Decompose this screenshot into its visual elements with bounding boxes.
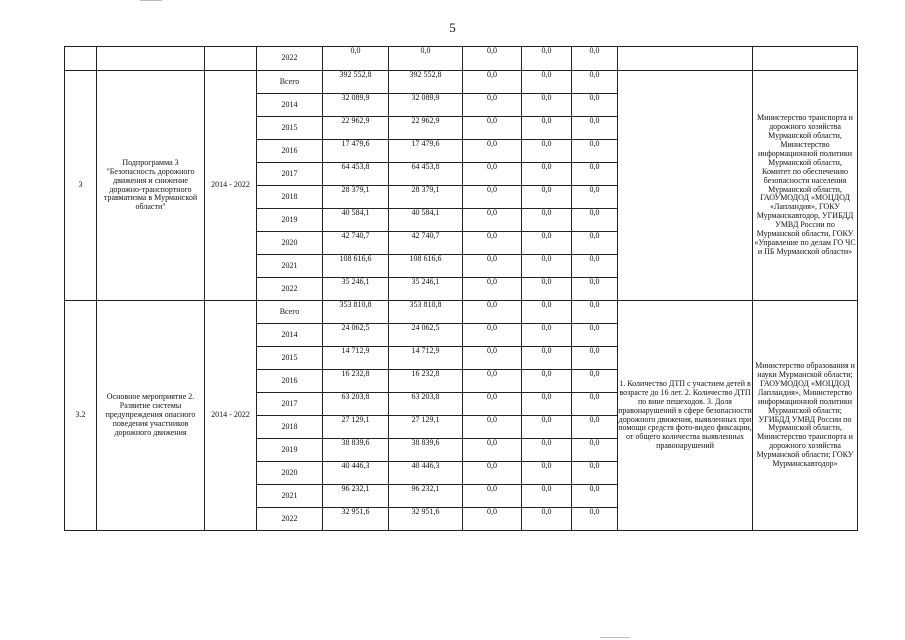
year-cell: 2014 bbox=[257, 94, 323, 117]
value-cell: 0,0 bbox=[572, 117, 618, 140]
value-cell: 392 552,8 bbox=[389, 71, 463, 94]
value-cell: 353 810,8 bbox=[389, 301, 463, 324]
year-cell: 2018 bbox=[257, 416, 323, 439]
value-cell: 0,0 bbox=[463, 94, 522, 117]
year-cell: 2017 bbox=[257, 393, 323, 416]
value-cell: 17 479,6 bbox=[389, 140, 463, 163]
value-cell: 16 232,8 bbox=[389, 370, 463, 393]
budget-table bbox=[64, 46, 858, 531]
value-cell: 40 446,3 bbox=[323, 462, 389, 485]
table-row bbox=[65, 71, 858, 94]
value-cell: 0,0 bbox=[463, 370, 522, 393]
name-cell bbox=[97, 47, 205, 71]
value-cell: 0,0 bbox=[572, 393, 618, 416]
value-cell: 0,0 bbox=[463, 462, 522, 485]
value-cell: 0,0 bbox=[572, 255, 618, 278]
value-cell: 0,0 bbox=[463, 508, 522, 531]
value-cell: 38 839,6 bbox=[323, 439, 389, 462]
value-cell: 0,0 bbox=[522, 508, 572, 531]
scan-mark-bottom bbox=[600, 637, 630, 638]
value-cell: 0,0 bbox=[572, 47, 618, 71]
value-cell: 0,0 bbox=[572, 71, 618, 94]
value-cell: 108 616,6 bbox=[389, 255, 463, 278]
value-cell: 32 951,6 bbox=[389, 508, 463, 531]
value-cell: 40 584,1 bbox=[323, 209, 389, 232]
value-cell: 35 246,1 bbox=[323, 278, 389, 301]
value-cell: 108 616,6 bbox=[323, 255, 389, 278]
value-cell: 0,0 bbox=[463, 347, 522, 370]
value-cell: 0,0 bbox=[463, 163, 522, 186]
year-cell: 2022 bbox=[257, 508, 323, 531]
value-cell: 0,0 bbox=[572, 485, 618, 508]
year-cell: 2017 bbox=[257, 163, 323, 186]
section-number: 3 bbox=[65, 71, 97, 301]
value-cell: 96 232,1 bbox=[323, 485, 389, 508]
year-cell: 2015 bbox=[257, 347, 323, 370]
year-cell: 2016 bbox=[257, 370, 323, 393]
value-cell: 0,0 bbox=[572, 324, 618, 347]
year-cell: Всего bbox=[257, 71, 323, 94]
value-cell: 14 712,9 bbox=[323, 347, 389, 370]
value-cell: 17 479,6 bbox=[323, 140, 389, 163]
value-cell: 0,0 bbox=[522, 439, 572, 462]
value-cell: 22 962,9 bbox=[389, 117, 463, 140]
value-cell: 40 446,3 bbox=[389, 462, 463, 485]
value-cell: 0,0 bbox=[522, 163, 572, 186]
year-cell: 2021 bbox=[257, 485, 323, 508]
value-cell: 27 129,1 bbox=[323, 416, 389, 439]
table-row bbox=[65, 301, 858, 324]
value-cell: 0,0 bbox=[463, 416, 522, 439]
value-cell: 0,0 bbox=[463, 278, 522, 301]
value-cell: 0,0 bbox=[389, 47, 463, 71]
value-cell: 0,0 bbox=[522, 186, 572, 209]
value-cell: 0,0 bbox=[463, 71, 522, 94]
value-cell: 63 203,8 bbox=[389, 393, 463, 416]
value-cell: 0,0 bbox=[522, 347, 572, 370]
section-name: Подпрограмма 3 "Безопасность дорожного движения и снижение дорожно-транспортного травматизма в Мурманской области" bbox=[97, 71, 205, 301]
value-cell: 0,0 bbox=[522, 71, 572, 94]
value-cell: 32 951,6 bbox=[323, 508, 389, 531]
value-cell: 0,0 bbox=[522, 209, 572, 232]
value-cell: 0,0 bbox=[522, 94, 572, 117]
value-cell: 0,0 bbox=[463, 117, 522, 140]
section-period: 2014 - 2022 bbox=[205, 71, 257, 301]
value-cell: 0,0 bbox=[522, 47, 572, 71]
value-cell: 0,0 bbox=[522, 140, 572, 163]
value-cell: 24 062,5 bbox=[389, 324, 463, 347]
value-cell: 0,0 bbox=[572, 94, 618, 117]
value-cell: 0,0 bbox=[463, 47, 522, 71]
value-cell: 0,0 bbox=[463, 232, 522, 255]
value-cell: 0,0 bbox=[572, 347, 618, 370]
value-cell: 0,0 bbox=[463, 324, 522, 347]
value-cell: 42 740,7 bbox=[389, 232, 463, 255]
value-cell: 0,0 bbox=[463, 439, 522, 462]
value-cell: 0,0 bbox=[522, 416, 572, 439]
value-cell: 0,0 bbox=[572, 163, 618, 186]
period-cell bbox=[205, 47, 257, 71]
value-cell: 0,0 bbox=[572, 140, 618, 163]
value-cell: 0,0 bbox=[522, 485, 572, 508]
value-cell: 38 839,6 bbox=[389, 439, 463, 462]
value-cell: 0,0 bbox=[463, 301, 522, 324]
executors-cell bbox=[753, 47, 858, 71]
indicators-cell bbox=[618, 47, 753, 71]
value-cell: 392 552,8 bbox=[323, 71, 389, 94]
value-cell: 0,0 bbox=[463, 393, 522, 416]
value-cell: 0,0 bbox=[572, 508, 618, 531]
value-cell: 0,0 bbox=[572, 416, 618, 439]
section-indicators: 1. Количество ДТП с участием детей в возрасте до 16 лет. 2. Количество ДТП по вине пешеходов. 3. Доля правонарушений в сфере безопасности дорожного движения, выявленных при помощи средств фото-видео фиксации, от общего количества выявленных правонарушений bbox=[618, 301, 753, 531]
year-cell: 2020 bbox=[257, 462, 323, 485]
value-cell: 96 232,1 bbox=[389, 485, 463, 508]
value-cell: 28 379,1 bbox=[389, 186, 463, 209]
year-cell: 2020 bbox=[257, 232, 323, 255]
year-cell: 2019 bbox=[257, 209, 323, 232]
year-cell: 2019 bbox=[257, 439, 323, 462]
value-cell: 0,0 bbox=[463, 209, 522, 232]
value-cell: 0,0 bbox=[323, 47, 389, 71]
section-number: 3.2 bbox=[65, 301, 97, 531]
table-row bbox=[65, 47, 858, 71]
value-cell: 32 089,9 bbox=[389, 94, 463, 117]
year-cell: 2022 bbox=[257, 278, 323, 301]
value-cell: 0,0 bbox=[522, 393, 572, 416]
value-cell: 64 453,8 bbox=[323, 163, 389, 186]
value-cell: 0,0 bbox=[463, 485, 522, 508]
value-cell: 0,0 bbox=[522, 278, 572, 301]
section-period: 2014 - 2022 bbox=[205, 301, 257, 531]
value-cell: 0,0 bbox=[572, 370, 618, 393]
year-cell: 2022 bbox=[257, 47, 323, 71]
value-cell: 0,0 bbox=[463, 255, 522, 278]
value-cell: 0,0 bbox=[572, 232, 618, 255]
year-cell: 2021 bbox=[257, 255, 323, 278]
value-cell: 0,0 bbox=[522, 370, 572, 393]
page-number: 5 bbox=[449, 20, 456, 35]
value-cell: 42 740,7 bbox=[323, 232, 389, 255]
value-cell: 24 062,5 bbox=[323, 324, 389, 347]
value-cell: 0,0 bbox=[572, 186, 618, 209]
value-cell: 0,0 bbox=[572, 439, 618, 462]
section-executors: Министерство образования и науки Мурманской области; ГАОУМОДОД «МОЦДОД Лапландия», Министерство информационной политики Мурманской области; УГИБДД УМВД России по Мурманской области, Министерство транспорта и дорожного хозяйства Мурманской области; ГОКУ Мурманскавтодор» bbox=[753, 301, 858, 531]
value-cell: 0,0 bbox=[463, 140, 522, 163]
value-cell: 0,0 bbox=[522, 232, 572, 255]
value-cell: 353 810,8 bbox=[323, 301, 389, 324]
year-cell: 2018 bbox=[257, 186, 323, 209]
value-cell: 40 584,1 bbox=[389, 209, 463, 232]
value-cell: 0,0 bbox=[572, 209, 618, 232]
year-cell: 2015 bbox=[257, 117, 323, 140]
value-cell: 0,0 bbox=[572, 301, 618, 324]
year-cell: 2014 bbox=[257, 324, 323, 347]
value-cell: 27 129,1 bbox=[389, 416, 463, 439]
value-cell: 64 453,8 bbox=[389, 163, 463, 186]
value-cell: 0,0 bbox=[572, 278, 618, 301]
section-name: Основное мероприятие 2. Развитие системы предупреждения опасного поведения участников дорожного движения bbox=[97, 301, 205, 531]
value-cell: 0,0 bbox=[522, 301, 572, 324]
value-cell: 0,0 bbox=[522, 462, 572, 485]
year-cell: Всего bbox=[257, 301, 323, 324]
value-cell: 16 232,8 bbox=[323, 370, 389, 393]
value-cell: 32 089,9 bbox=[323, 94, 389, 117]
value-cell: 0,0 bbox=[522, 117, 572, 140]
value-cell: 63 203,8 bbox=[323, 393, 389, 416]
scan-mark-top bbox=[140, 0, 162, 1]
value-cell: 0,0 bbox=[572, 462, 618, 485]
value-cell: 14 712,9 bbox=[389, 347, 463, 370]
section-executors: Министерство транспорта и дорожного хозяйства Мурманской области, Министерство информационной политики Мурманской области, Комитет по обеспечению безопасности населения Мурманской области, ГАОУМОДОД «МОЦДОД «Лапландия», ГОКУ Мурманскавтодор, УГИБДД УМВД России по Мурманской области, ГОКУ «Управление по делам ГО ЧС и ПБ Мурманской области» bbox=[753, 71, 858, 301]
value-cell: 0,0 bbox=[522, 324, 572, 347]
value-cell: 35 246,1 bbox=[389, 278, 463, 301]
num-cell bbox=[65, 47, 97, 71]
value-cell: 22 962,9 bbox=[323, 117, 389, 140]
value-cell: 0,0 bbox=[463, 186, 522, 209]
value-cell: 28 379,1 bbox=[323, 186, 389, 209]
section-indicators bbox=[618, 71, 753, 301]
year-cell: 2016 bbox=[257, 140, 323, 163]
value-cell: 0,0 bbox=[522, 255, 572, 278]
